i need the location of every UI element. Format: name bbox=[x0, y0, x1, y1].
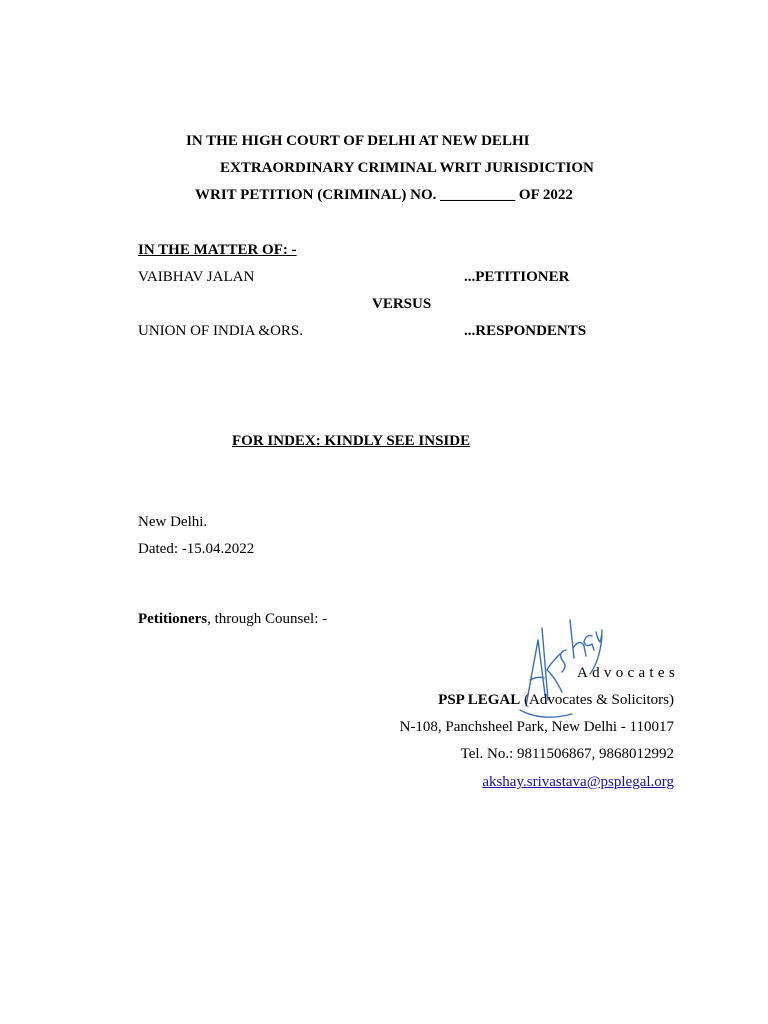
firm-address: N-108, Panchsheel Park, New Delhi - 110017 bbox=[399, 719, 674, 735]
firm-telephone: Tel. No.: 9811506867, 9868012992 bbox=[460, 746, 674, 762]
court-title: IN THE HIGH COURT OF DELHI AT NEW DELHI bbox=[186, 133, 530, 149]
dated: Dated: -15.04.2022 bbox=[138, 541, 255, 557]
advocates-label: Advocates bbox=[576, 665, 679, 681]
petitioner-name: VAIBHAV JALAN bbox=[138, 269, 255, 285]
place: New Delhi. bbox=[138, 514, 208, 530]
index-note: FOR INDEX: KINDLY SEE INSIDE bbox=[232, 433, 471, 449]
versus-label: VERSUS bbox=[372, 296, 432, 312]
through-counsel-text: , through Counsel: - bbox=[207, 611, 328, 627]
respondent-name: UNION OF INDIA &ORS. bbox=[138, 323, 304, 339]
petition-number: WRIT PETITION (CRIMINAL) NO. __________ OF 2022 bbox=[195, 187, 573, 203]
petitioners-label: Petitioners bbox=[138, 611, 208, 627]
petitioner-role: ...PETITIONER bbox=[464, 269, 570, 285]
firm-name-suffix: (Advocates & Solicitors) bbox=[520, 692, 674, 708]
firm-line bbox=[438, 691, 674, 709]
respondent-role: ...RESPONDENTS bbox=[464, 323, 587, 339]
firm-name: PSP LEGAL bbox=[438, 692, 521, 708]
matter-label: IN THE MATTER OF: - bbox=[138, 242, 297, 258]
jurisdiction-title: EXTRAORDINARY CRIMINAL WRIT JURISDICTION bbox=[220, 160, 594, 176]
through-counsel bbox=[138, 610, 327, 628]
email-link[interactable]: akshay.srivastava@psplegal.org bbox=[482, 774, 674, 790]
